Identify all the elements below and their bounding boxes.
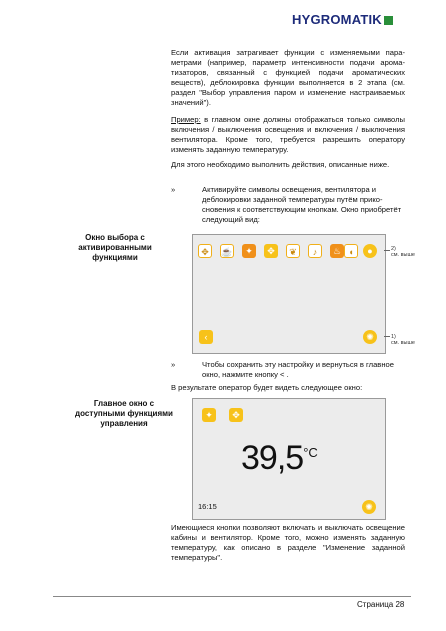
- example-label: Пример:: [171, 115, 201, 124]
- paragraph-available-buttons: Имеющиеся кнопки позволяют включать и выключать освещение кабины и вентилятор. Кроме того, можно изменять заданную температуру, как описано в разделе "Изменение заданной температуры".: [171, 523, 405, 563]
- fan-toggle-icon[interactable]: ✥: [229, 408, 243, 422]
- temperature-unit: °C: [303, 445, 318, 460]
- callout-top-number: 2): [391, 246, 396, 252]
- speaker-icon[interactable]: ◖: [344, 244, 358, 258]
- temperature-value: 39,5: [241, 439, 304, 477]
- side-label-selection-window: Окно выбора с активированными функциями: [78, 233, 152, 262]
- paragraph-example: [171, 115, 405, 155]
- callout-bottom-line: [384, 336, 390, 337]
- callout-top: [391, 246, 415, 258]
- paragraph-activation: Если активация затрагивает функции с изменяемыми параметрами (например, параметр интенсивности подачи ароматизаторов, связанный с функцией подачи ароматических веществ), деблокировка функции выполняется в 2 этапа (см. раздел "Выбор управления паром и изменение настраиваемых значений").: [171, 48, 405, 108]
- ventilator-icon[interactable]: ✥: [264, 244, 278, 258]
- callout-top-text: см. выше: [391, 252, 415, 258]
- bullet-marker: »: [171, 185, 176, 194]
- leaf-icon[interactable]: ❦: [286, 244, 300, 258]
- page-number: Страница 28: [357, 600, 405, 609]
- logo-mark: [384, 16, 393, 25]
- example-text: в главном окне должны отображаться только символы включения / выключения освещения и включения / выключения вентилятора. Кроме того, требуется разрешить оператору изменять заданную температуру.: [171, 115, 405, 155]
- bullet-text: Активируйте символы освещения, вентилятора и деблокировки заданной температуры путём прикосновения к соответствующим кнопкам. Окно приобретёт следующий вид:: [202, 185, 402, 225]
- paragraph-steps-intro: Для этого необходимо выполнить действия, описанные ниже.: [171, 160, 390, 169]
- bullet-text: Чтобы сохранить эту настройку и вернуться в главное окно, нажмите кнопку < .: [202, 360, 394, 380]
- fan-icon[interactable]: ✥: [198, 244, 212, 258]
- temperature-icon[interactable]: ♨: [330, 244, 344, 258]
- light-toggle-icon[interactable]: ✦: [202, 408, 216, 422]
- settings-gear-icon[interactable]: ✺: [362, 500, 376, 514]
- bullet-marker: »: [171, 360, 176, 369]
- bullet-step-2: [171, 360, 405, 382]
- callout-top-line: [384, 250, 390, 251]
- settings-icon[interactable]: ●: [363, 244, 377, 258]
- side-label-main-window: Главное окно с доступными функциями управления: [75, 399, 173, 428]
- clock-display: 16:15: [198, 502, 217, 511]
- temperature-display[interactable]: [241, 439, 318, 478]
- gear-icon[interactable]: ✺: [363, 330, 377, 344]
- hygromatik-logo: [292, 12, 393, 27]
- back-arrow-icon[interactable]: ‹: [199, 330, 213, 344]
- bullet-step-1: [171, 185, 405, 227]
- light-icon[interactable]: ✦: [242, 244, 256, 258]
- callout-bottom-text: см. выше: [391, 340, 415, 346]
- aroma-icon[interactable]: ☕: [220, 244, 234, 258]
- selection-window-panel: [192, 234, 386, 354]
- music-icon[interactable]: ♪: [308, 244, 322, 258]
- footer-divider: [53, 596, 411, 597]
- callout-bottom-number: 1): [391, 334, 396, 340]
- paragraph-result: В результате оператор будет видеть следующее окно:: [171, 383, 363, 392]
- main-window-panel: [192, 398, 386, 520]
- logo-text: HYGROMATIK: [292, 12, 382, 27]
- callout-bottom: [391, 334, 415, 346]
